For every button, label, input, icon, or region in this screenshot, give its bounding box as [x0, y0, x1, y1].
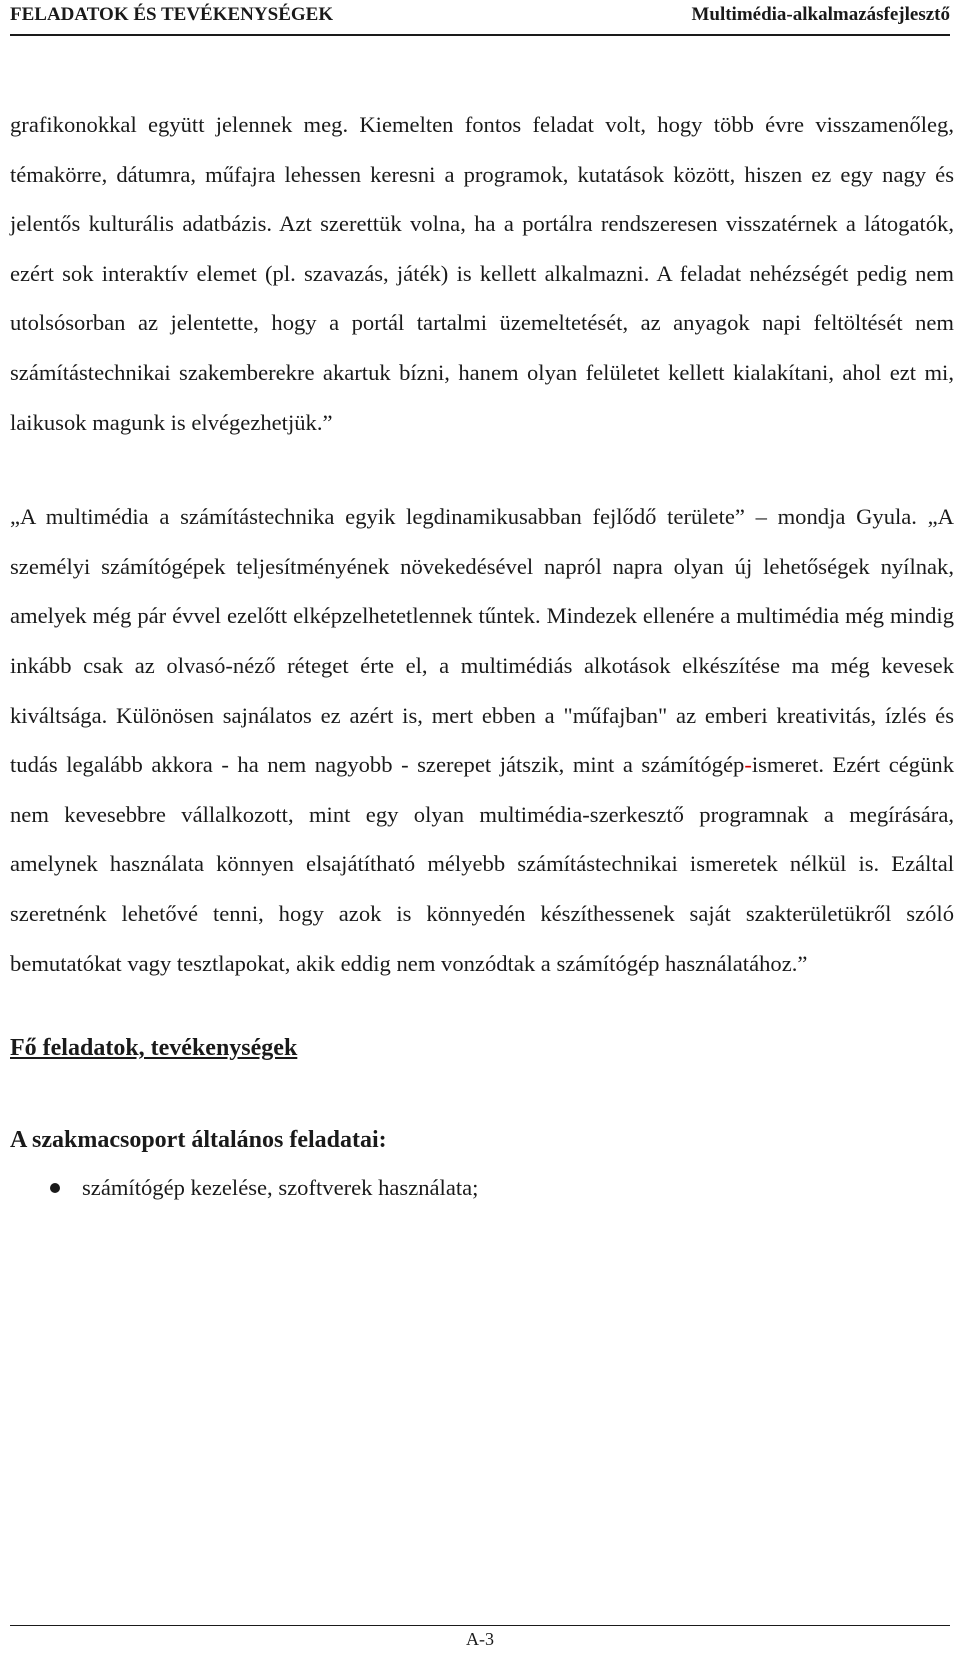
bullet-icon	[50, 1183, 60, 1193]
body-paragraph: grafikonokkal együtt jelennek meg. Kiemelten fontos feladat volt, hogy több évre visszamenőleg, témakörre, dátumra, műfajra lehessen keresni a programok, kutatások között, hiszen ez egy nagy és jelentős kulturális adatbázis. Azt szerettük volna, ha a portálra rendszeresen visszatérnek a látogatók, ezért sok interaktív elemet (pl. szavazás, játék) is kellett alkalmazni. A feladat nehézségét pedig nem utolsósorban az jelentette, hogy a portál tartalmi üzemeltetését, az anyagok napi feltöltését nem számítástechnikai szakemberekre akartuk bízni, hanem olyan felületet kellett kialakítani, ahol ezt mi, laikusok magunk is elvégezhetjük.”	[10, 112, 954, 435]
task-list	[10, 1168, 954, 1208]
page-number: A-3	[466, 1629, 494, 1649]
highlighted-hyphen: -	[744, 752, 752, 778]
quote-text-part-1: „A multimédia a számítástechnika egyik legdinamikusabban fejlődő területe” – mondja Gyula. „A személyi számítógépek teljesítményének növekedésével napról napra olyan új lehetőségek nyílnak, amelyek még pár évvel ezelőtt elképzelhetetlennek tűntek. Mindezek ellenére a multimédia még mindig inkább csak az olvasó-néző réteget érte el, a multimédiás alkotások elkészítése ma még kevesek kiváltsága. Különösen sajnálatos ez azért is, mert ebben a "műfajban" az emberi kreativitás, ízlés és tudás legalább akkora - ha nem nagyobb - szerepet játszik, mint a számítógép	[10, 504, 954, 778]
quote-paragraph	[10, 492, 954, 988]
header-document-title: Multimédia-alkalmazásfejlesztő	[691, 4, 950, 25]
section-heading: Fő feladatok, tevékenységek	[10, 1035, 298, 1062]
page-header	[10, 0, 950, 36]
list-item	[10, 1168, 954, 1208]
quote-text-part-2: ismeret. Ezért cégünk nem kevesebbre vállalkozott, mint egy olyan multimédia-szerkesztő programnak a megírására, amelynek használata könnyen elsajátítható mélyebb számítástechnikai ismeretek nélkül is. Ezáltal szeretnénk lehetővé tenni, hogy azok is könnyedén készíthessenek saját szakterületükről szóló bemutatókat vagy tesztlapokat, akik eddig nem vonzódtak a számítógép használatához.”	[10, 752, 954, 976]
list-item-text: számítógép kezelése, szoftverek használata;	[82, 1175, 479, 1201]
header-section-title: FELADATOK ÉS TEVÉKENYSÉGEK	[10, 4, 334, 25]
document-body	[10, 100, 954, 1208]
subsection-heading: A szakmacsoport általános feladatai:	[10, 1127, 387, 1154]
page-footer	[10, 1625, 950, 1652]
